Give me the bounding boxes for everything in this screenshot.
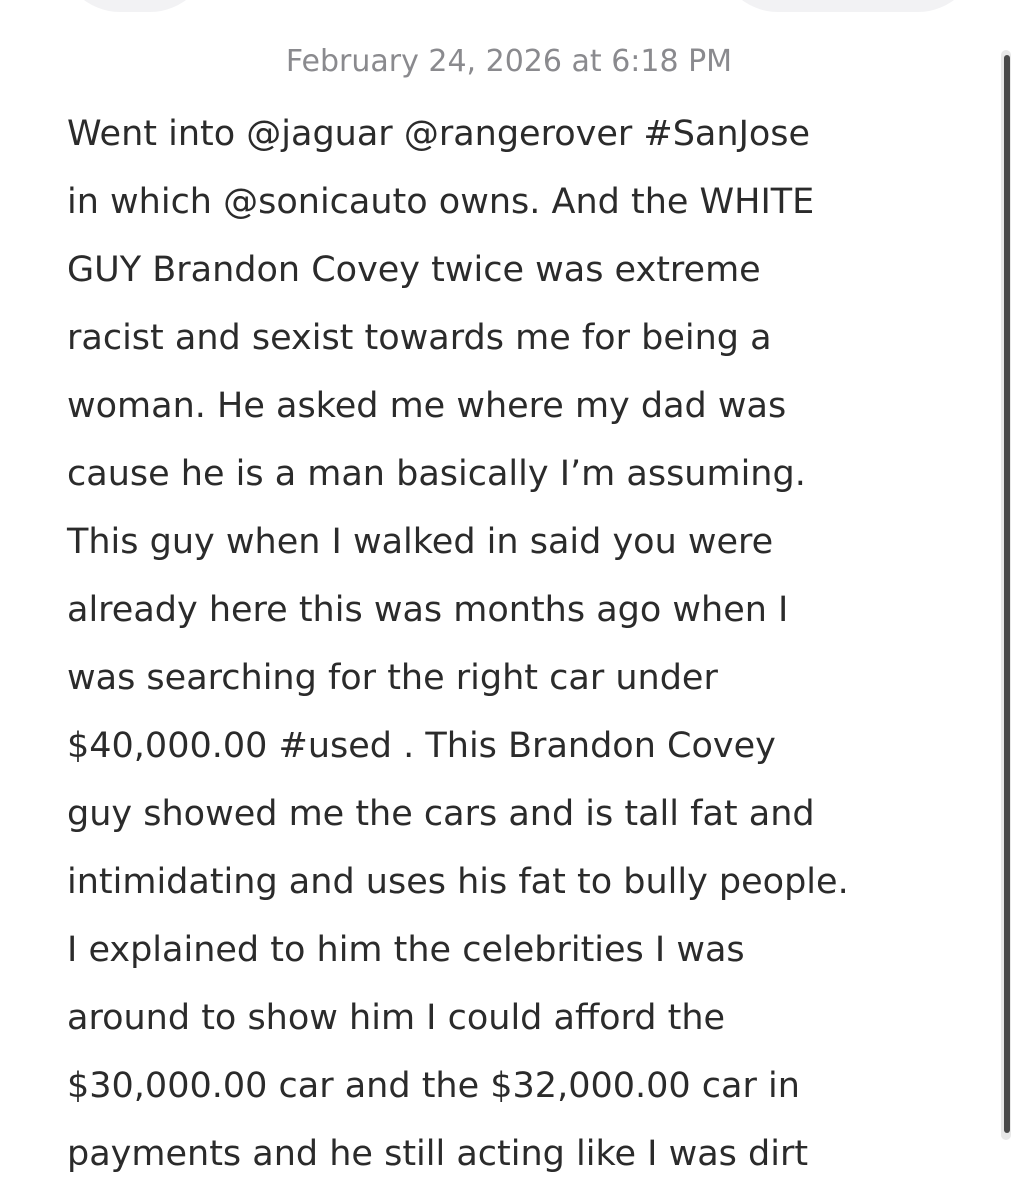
message-line: racist and sexist towards me for being a <box>67 318 772 358</box>
message-body[interactable] <box>67 100 967 1188</box>
message-line: payments and he still acting like I was dirt <box>67 1134 809 1174</box>
message-line: intimidating and uses his fat to bully people. <box>67 862 849 902</box>
message-line: guy showed me the cars and is tall fat and <box>67 794 815 834</box>
message-line: already here this was months ago when I <box>67 590 789 630</box>
message-timestamp: February 24, 2026 at 6:18 PM <box>285 44 733 79</box>
message-line: I explained to him the celebrities I was <box>67 930 745 970</box>
message-line: was searching for the right car under <box>67 658 718 698</box>
message-line: GUY Brandon Covey twice was extreme <box>67 250 761 290</box>
back-button-backdrop[interactable] <box>60 0 210 12</box>
message-line: cause he is a man basically I’m assuming. <box>67 454 806 494</box>
message-line: around to show him I could afford the <box>67 998 726 1038</box>
message-line: woman. He asked me where my dad was <box>67 386 787 426</box>
message-line: $30,000.00 car and the $32,000.00 car in <box>67 1066 800 1106</box>
message-line: $40,000.00 #used . This Brandon Covey <box>67 726 776 766</box>
message-line: Went into @jaguar @rangerover #SanJose <box>67 114 811 154</box>
message-line: in which @sonicauto owns. And the WHITE <box>67 182 815 222</box>
toolbar-backdrop[interactable] <box>718 0 978 12</box>
scrollbar-thumb[interactable] <box>1004 55 1010 1133</box>
message-line: This guy when I walked in said you were <box>67 522 774 562</box>
